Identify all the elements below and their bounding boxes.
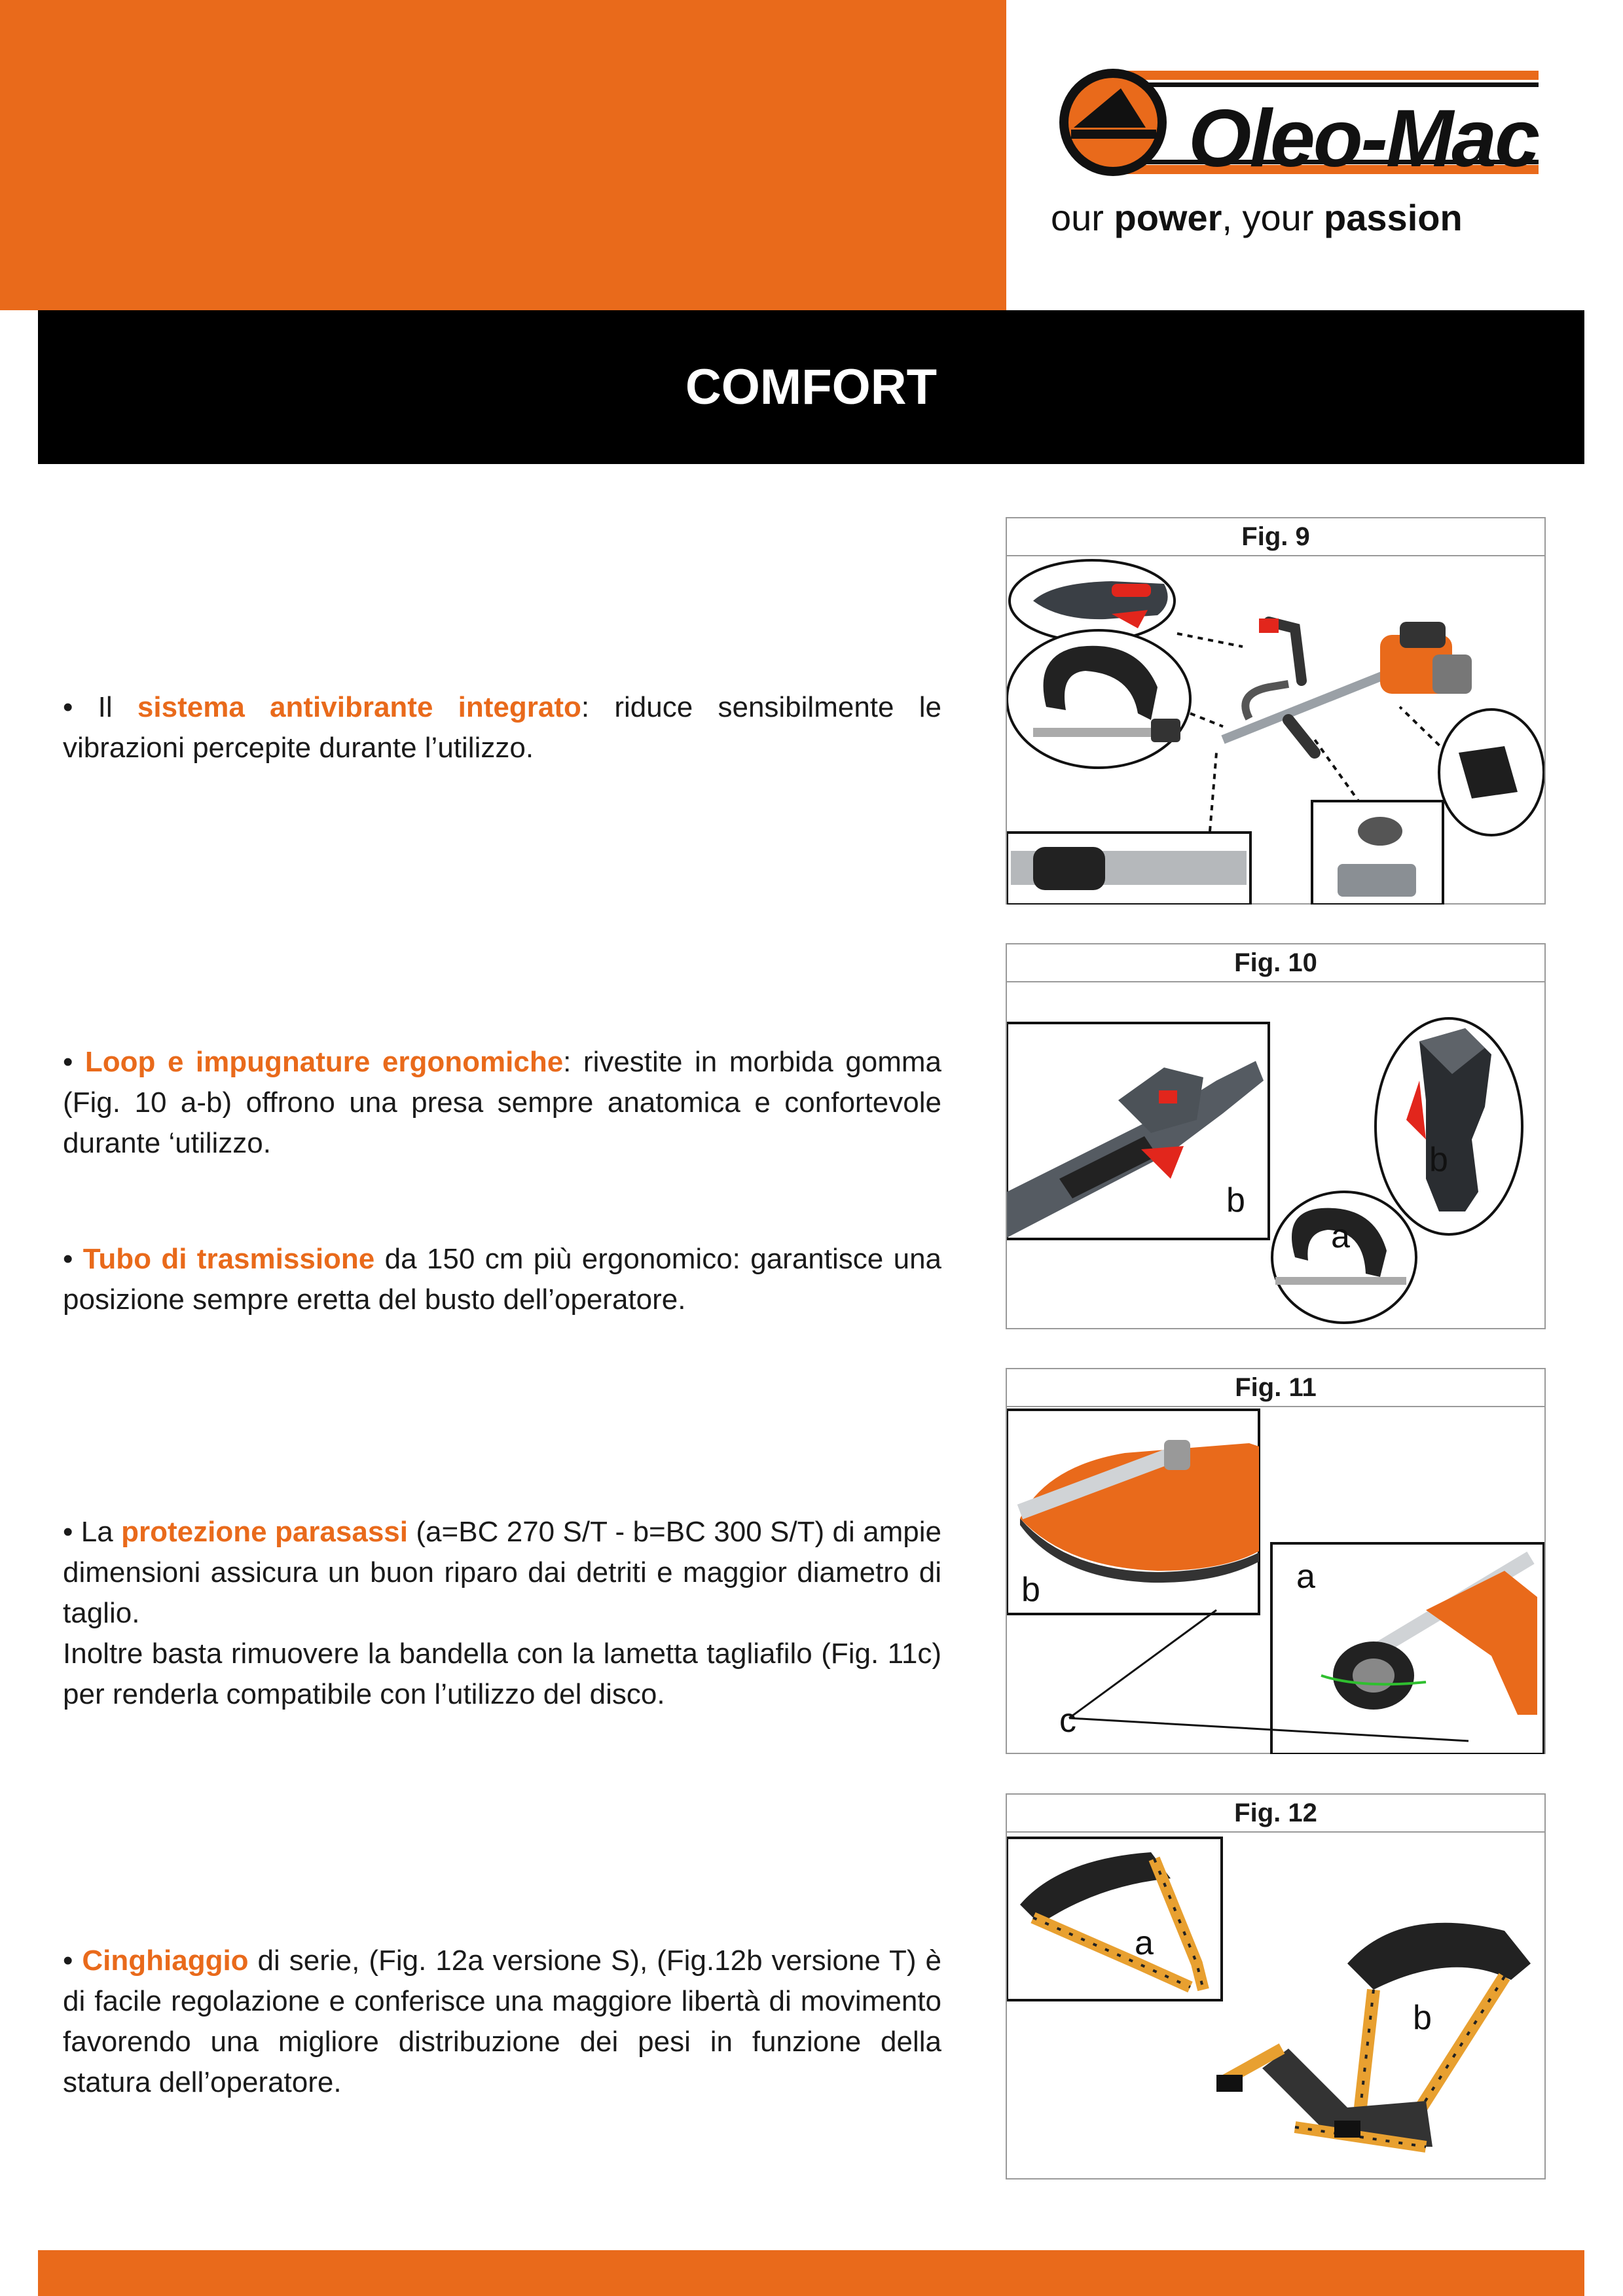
footer-orange-bar (38, 2250, 1584, 2296)
figure-12-title: Fig. 12 (1007, 1795, 1544, 1833)
fig10-label-b1: b (1226, 1181, 1245, 1219)
figure-9-title: Fig. 9 (1007, 518, 1544, 556)
figure-10-title: Fig. 10 (1007, 944, 1544, 982)
fig10-label-a: a (1331, 1217, 1350, 1255)
paragraph-harness: • Cinghiaggio di serie, (Fig. 12a versione S), (Fig.12b versione T) è di facile regolazione e conferisce una maggiore libertà di movimento favorendo una migliore distribuzione dei pesi in funzione della statura dell’operatore. (63, 1945, 941, 2098)
figure-9 (1006, 517, 1546, 905)
guard-illustration (1007, 1407, 1544, 1754)
fig12-label-b: b (1413, 1999, 1432, 2037)
paragraph-transmission-tube: • Tubo di trasmissione da 150 cm più ergonomico: garantisce una posizione sempre eretta del busto dell’operatore. (63, 1243, 942, 1316)
header-orange-block (0, 0, 1006, 310)
brand-logo (1048, 59, 1545, 255)
page-title: COMFORT (685, 359, 938, 415)
fig11-label-b: b (1021, 1571, 1040, 1609)
figure-11-title: Fig. 11 (1007, 1369, 1544, 1407)
figure-12 (1006, 1793, 1546, 2179)
section-title-bar (38, 310, 1584, 464)
figure-10 (1006, 943, 1546, 1329)
paragraph-antivibration: • Il sistema antivibrante integrato: riduce sensibilmente le vibrazioni percepite durante l’utilizzo. (63, 691, 941, 764)
paragraph-loop-handles: • Loop e impugnature ergonomiche: rivestite in morbida gomma (Fig. 10 a-b) offrono una presa sempre anatomica e confortevole durante ‘utilizzo. (63, 1046, 941, 1159)
paragraph-guard: • La protezione parasassi (a=BC 270 S/T - b=BC 300 S/T) di ampie dimensioni assicura un buon riparo dai detriti e maggior diametro di taglio. Inoltre basta rimuovere la bandella con la lametta tagliafilo (Fig. 11c) per renderla compatibile con l’utilizzo del disco. (63, 1516, 942, 1710)
fig10-label-b2: b (1429, 1141, 1448, 1179)
fig11-label-a: a (1296, 1558, 1315, 1596)
brand-name: Oleo-Mac (1188, 94, 1539, 184)
figure-11 (1006, 1368, 1546, 1754)
fig11-label-c: c (1059, 1702, 1076, 1740)
handles-illustration (1007, 982, 1544, 1329)
brushcutter-overview-illustration (1007, 556, 1544, 905)
fig12-label-a: a (1135, 1924, 1154, 1962)
harness-illustration (1007, 1833, 1544, 2179)
brand-tagline: our power, your passion (1051, 197, 1463, 238)
